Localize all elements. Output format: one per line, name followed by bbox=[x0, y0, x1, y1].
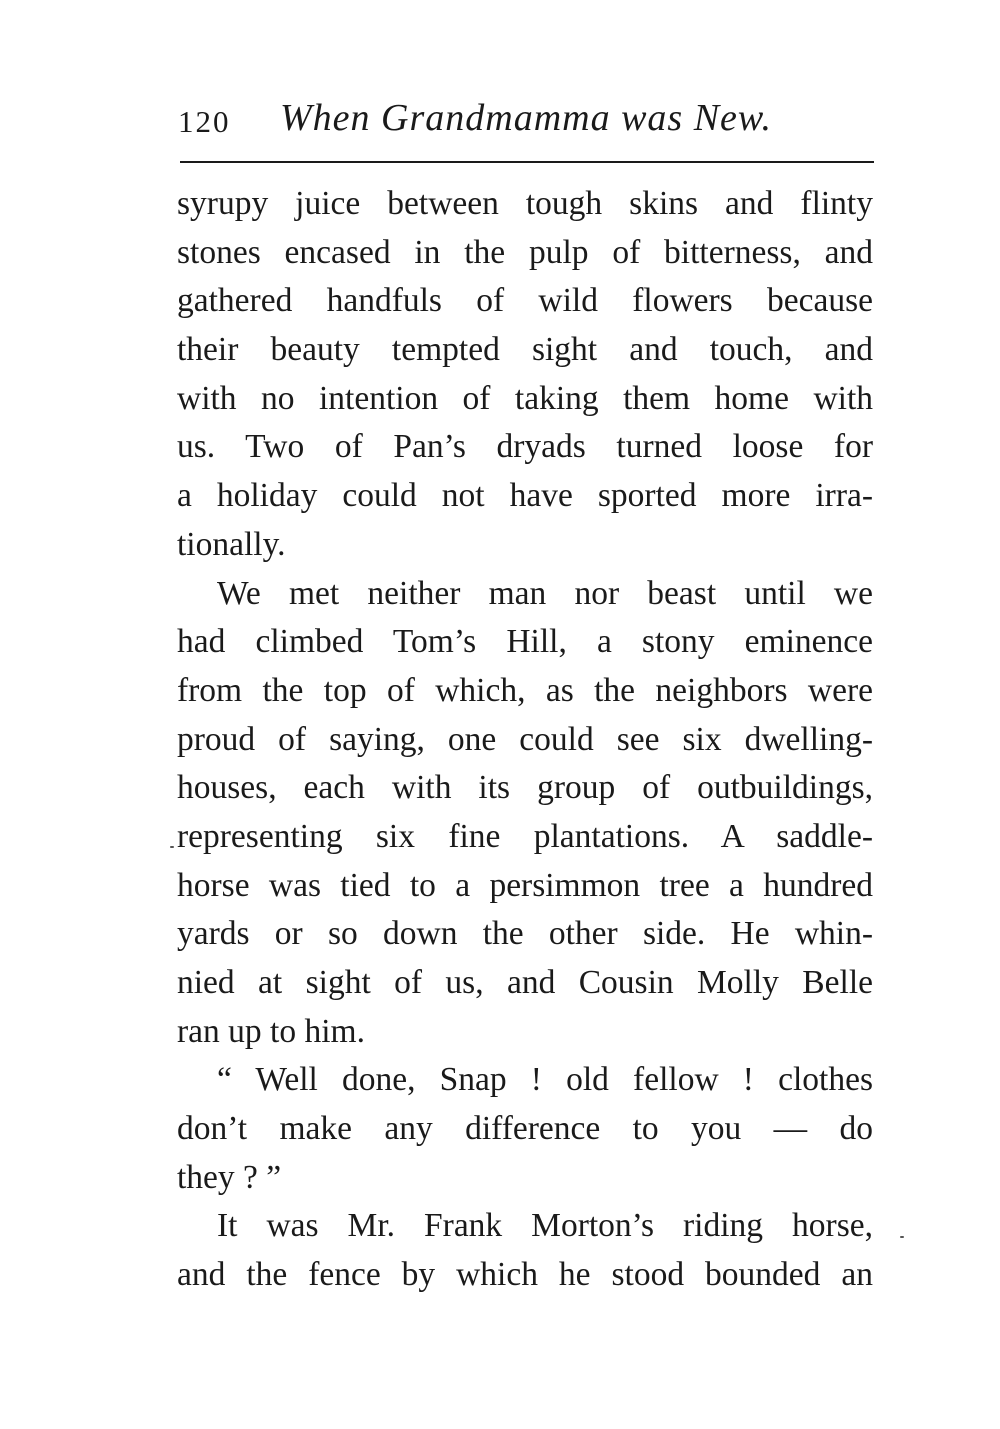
text-line: stones encased in the pulp of bitterness, and bbox=[177, 233, 873, 271]
text-line: tionally. bbox=[177, 525, 286, 563]
text-line: yards or so down the other side. He whin- bbox=[177, 915, 873, 953]
text-line: us. Two of Pan’s dryads turned loose for bbox=[177, 428, 873, 466]
header-rule bbox=[180, 161, 874, 163]
text-line: It was Mr. Frank Morton’s riding horse, bbox=[217, 1207, 873, 1245]
text-line: We met neither man nor beast until we bbox=[217, 574, 873, 612]
text-line: gathered handfuls of wild flowers because bbox=[177, 282, 873, 320]
text-line: houses, each with its group of outbuildings, bbox=[177, 769, 873, 807]
text-line: from the top of which, as the neighbors were bbox=[177, 671, 873, 709]
text-line: nied at sight of us, and Cousin Molly Belle bbox=[177, 964, 873, 1001]
text-line: their beauty tempted sight and touch, and bbox=[177, 331, 873, 369]
body-text bbox=[177, 180, 873, 1300]
print-speck bbox=[900, 1236, 904, 1238]
text-line: with no intention of taking them home with bbox=[177, 379, 873, 417]
text-line: “ Well done, Snap ! old fellow ! clothes bbox=[217, 1061, 873, 1099]
text-line: proud of saying, one could see six dwelling- bbox=[177, 720, 873, 758]
text-line: syrupy juice between tough skins and flinty bbox=[177, 185, 873, 222]
text-line: ran up to him. bbox=[177, 1012, 365, 1050]
text-line: and the fence by which he stood bounded an bbox=[177, 1256, 873, 1294]
running-title: When Grandmamma was New. bbox=[280, 97, 772, 139]
text-line: don’t make any difference to you — do bbox=[177, 1110, 873, 1148]
text-line: a holiday could not have sported more irra- bbox=[177, 477, 873, 515]
page-number: 120 bbox=[178, 104, 231, 139]
text-line: horse was tied to a persimmon tree a hundred bbox=[177, 866, 873, 904]
text-line: they ? ” bbox=[177, 1158, 282, 1196]
page-header bbox=[178, 96, 878, 156]
text-line: representing six fine plantations. A saddle- bbox=[177, 817, 873, 855]
text-line: had climbed Tom’s Hill, a stony eminence bbox=[177, 623, 873, 661]
print-speck bbox=[170, 846, 174, 848]
